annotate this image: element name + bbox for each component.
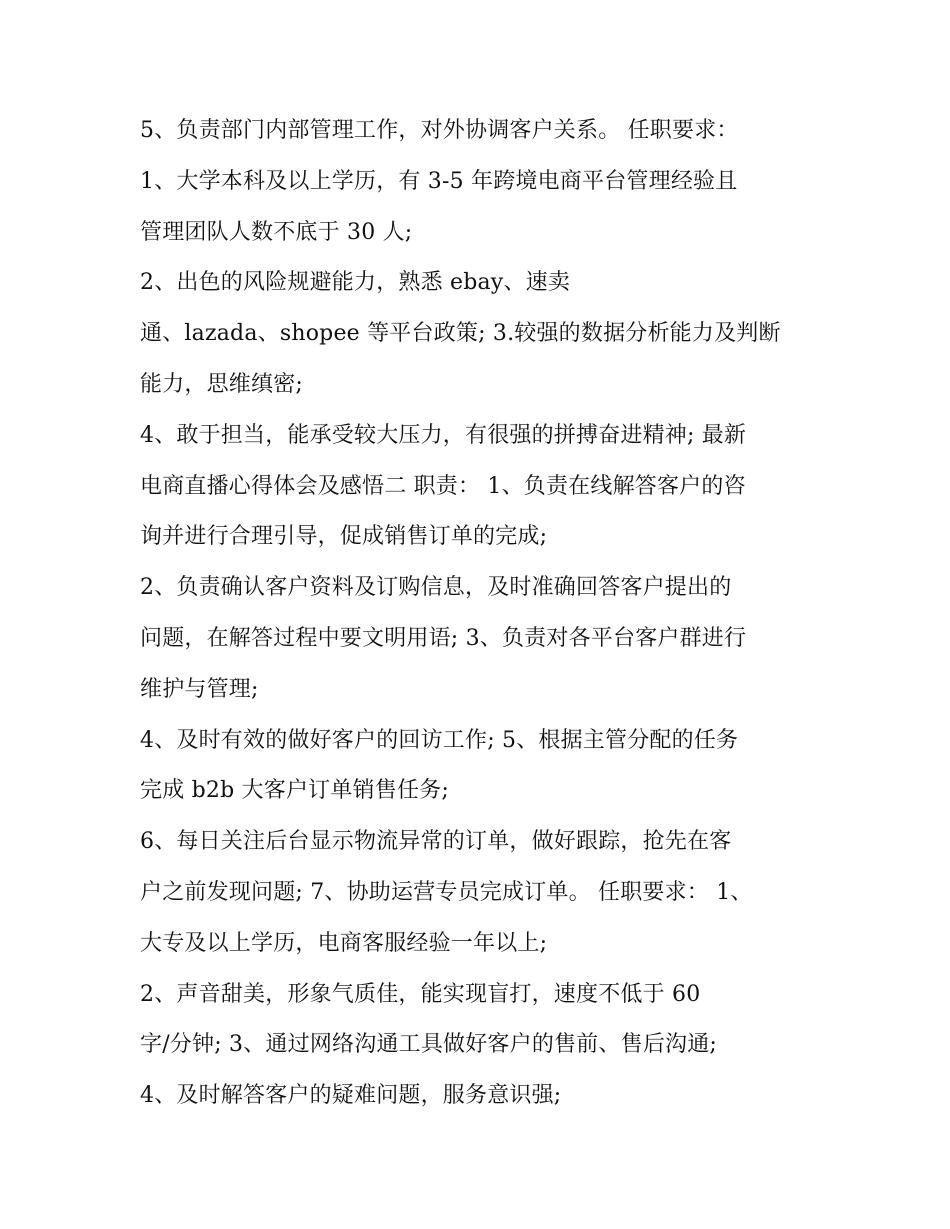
text-line: 管理团队人数不底于 30 人; bbox=[140, 219, 413, 245]
text-line: 2、声音甜美，形象气质佳，能实现盲打，速度不低于 60 bbox=[140, 981, 701, 1007]
text-line: 字/分钟; 3、通过网络沟通工具做好客户的售前、售后沟通; bbox=[140, 1032, 718, 1058]
text-line: 询并进行合理引导，促成销售订单的完成; bbox=[140, 524, 548, 550]
text-line: 2、负责确认客户资料及订购信息，及时准确回答客户提出的 bbox=[140, 575, 732, 601]
text-line: 问题，在解答过程中要文明用语; 3、负责对各平台客户群进行 bbox=[140, 625, 747, 651]
text-line: 通、lazada、shopee 等平台政策; 3.较强的数据分析能力及判断 bbox=[140, 321, 781, 347]
text-line: 电商直播心得体会及感悟二 职责： 1、负责在线解答客户的咨 bbox=[140, 473, 746, 499]
text-line: 能力，思维缜密; bbox=[140, 371, 304, 397]
document-body bbox=[140, 106, 840, 1122]
text-line: 4、敢于担当，能承受较大压力，有很强的拼搏奋进精神; 最新 bbox=[140, 422, 747, 448]
text-line: 户之前发现问题; 7、协助运营专员完成订单。 任职要求： 1、 bbox=[140, 879, 753, 905]
text-line: 维护与管理; bbox=[140, 676, 259, 702]
text-line: 1、大学本科及以上学历，有 3-5 年跨境电商平台管理经验且 bbox=[140, 168, 738, 194]
text-line: 4、及时有效的做好客户的回访工作; 5、根据主管分配的任务 bbox=[140, 727, 739, 753]
text-line: 5、负责部门内部管理工作，对外协调客户关系。 任职要求： bbox=[140, 118, 739, 143]
text-line: 6、每日关注后台显示物流异常的订单，做好跟踪，抢先在客 bbox=[140, 829, 732, 855]
text-line: 4、及时解答客户的疑难问题，服务意识强; bbox=[140, 1083, 562, 1109]
text-line: 大专及以上学历，电商客服经验一年以上; bbox=[140, 930, 548, 956]
text-line: 完成 b2b 大客户订单销售任务; bbox=[140, 778, 449, 804]
text-line: 2、出色的风险规避能力，熟悉 ebay、速卖 bbox=[140, 270, 571, 296]
